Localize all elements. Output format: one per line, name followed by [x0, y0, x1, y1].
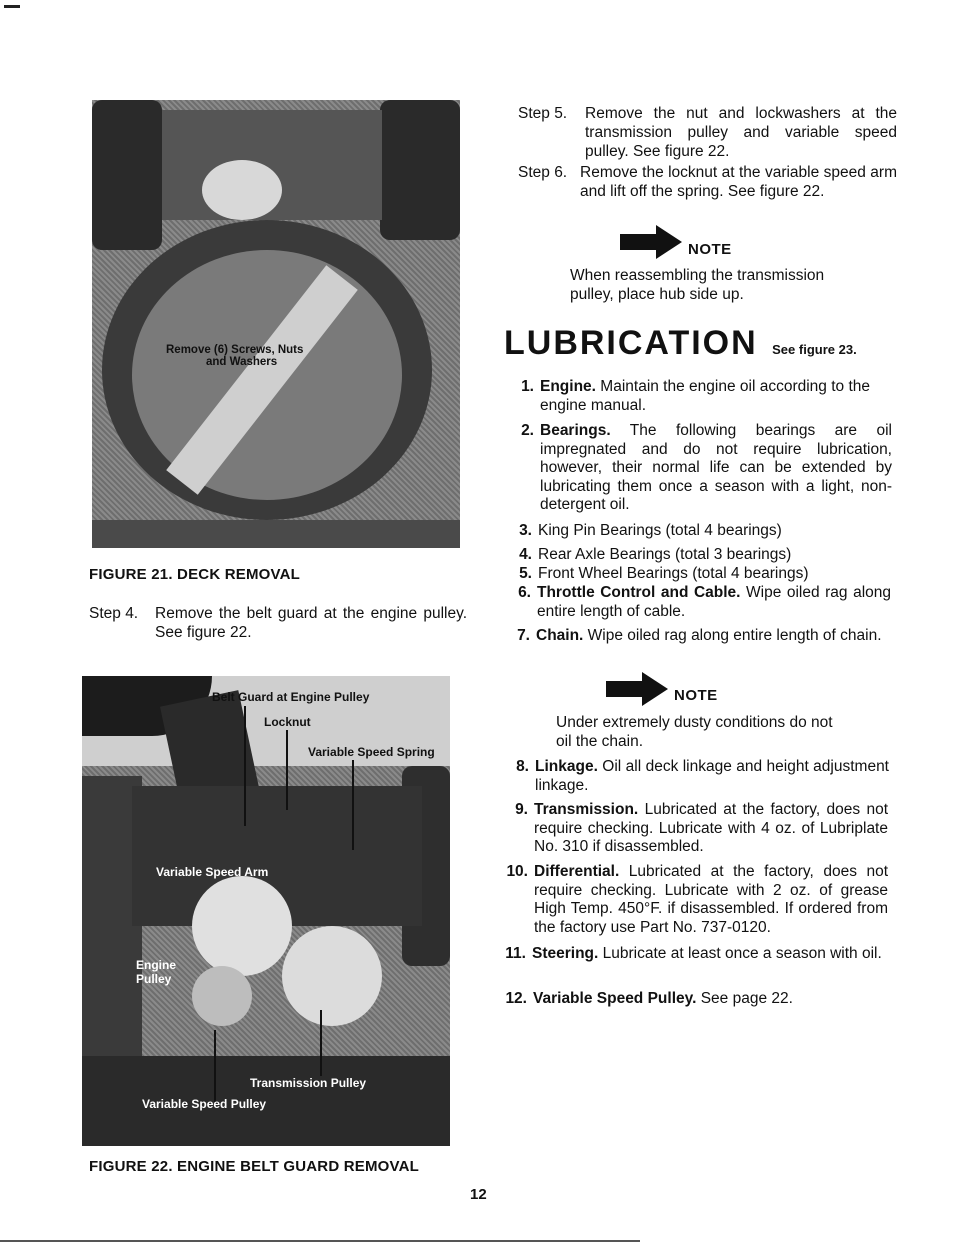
note-text: Under extremely dusty conditions do not oil the chain.: [556, 714, 833, 750]
lube-item-8: 8. Linkage. Oil all deck linkage and height adjustment linkage.: [516, 758, 889, 794]
lube-item-12: 12. Variable Speed Pulley. See page 22.: [505, 990, 793, 1007]
step-label: Step 6.: [518, 164, 568, 181]
note-arrow-icon: [620, 225, 682, 259]
note-text: When reassembling the transmission pulley, place hub side up.: [570, 267, 825, 303]
label-transmission-pulley: Transmission Pulley: [250, 1076, 367, 1090]
step-label: Step 4.: [89, 605, 139, 622]
label-variable-speed-pulley: Variable Speed Pulley: [142, 1097, 267, 1111]
lube-item-3: 3. King Pin Bearings (total 4 bearings): [519, 522, 782, 539]
leader-line: [244, 706, 246, 826]
figure-21-callout: Remove (6) Screws, Nuts and Washers: [166, 344, 304, 368]
corner-mark: [4, 5, 20, 8]
leader-line: [214, 1030, 216, 1102]
label-variable-speed-arm: Variable Speed Arm: [156, 865, 269, 879]
leader-line: [286, 730, 288, 810]
lube-item-7: 7. Chain. Wipe oiled rag along entire length of chain.: [517, 627, 882, 644]
figure-22-caption: FIGURE 22. ENGINE BELT GUARD REMOVAL: [89, 1158, 420, 1175]
lube-item-5: 5. Front Wheel Bearings (total 4 bearings): [519, 565, 809, 582]
figure-21-photo: [92, 100, 460, 548]
leader-line: [320, 1010, 322, 1076]
lube-item-4: 4. Rear Axle Bearings (total 3 bearings): [519, 546, 792, 563]
note-heading: NOTE: [674, 687, 718, 704]
label-locknut: Locknut: [264, 715, 311, 729]
lube-item-11: 11. Steering. Lubricate at least once a season with oil.: [505, 945, 882, 962]
lubrication-subtitle: See figure 23.: [772, 342, 857, 357]
label-belt-guard: Belt Guard at Engine Pulley: [212, 690, 370, 704]
note-heading: NOTE: [688, 241, 732, 258]
lube-item-1: 1. Engine. Maintain the engine oil according to the engine manual.: [521, 378, 870, 414]
page-number: 12: [470, 1186, 487, 1203]
figure-21-caption: FIGURE 21. DECK REMOVAL: [89, 566, 301, 583]
lube-item-9: 9. Transmission. Lubricated at the factory, does not require checking. Lubricate with 4 oz. of Lubriplate No. 310 if disassembled.: [515, 801, 888, 855]
label-engine-pulley: Engine Pulley: [136, 958, 177, 986]
lube-item-2: 2. Bearings. The following bearings are oil impregnated and do not require lubrication, however, their normal life can be extended by lubricating them once a season with a light, non-detergent oil.: [521, 422, 892, 513]
lube-item-10: 10. Differential. Lubricated at the factory, does not require checking. Lubricate with 2 oz. of grease High Temp. 450°F. if disassembled. If ordered from the factory use Part No. 737-0120.: [506, 863, 888, 936]
label-variable-speed-spring: Variable Speed Spring: [308, 745, 435, 759]
lubrication-title: LUBRICATION: [504, 324, 758, 362]
lubrication-heading: [504, 324, 857, 363]
lube-item-6: 6. Throttle Control and Cable. Wipe oiled rag along entire length of cable.: [518, 584, 891, 620]
step-label: Step 5.: [518, 105, 568, 122]
step-text: Remove the locknut at the variable speed arm and lift off the spring. See figure 22.: [580, 164, 897, 200]
leader-line: [352, 760, 354, 850]
step-text: Remove the nut and lockwashers at the transmission pulley and variable speed pulley. See figure 22.: [585, 105, 897, 160]
scan-edge-line: [0, 1240, 640, 1242]
note-arrow-icon: [606, 672, 668, 706]
step-text: Remove the belt guard at the engine pulley. See figure 22.: [155, 605, 467, 641]
